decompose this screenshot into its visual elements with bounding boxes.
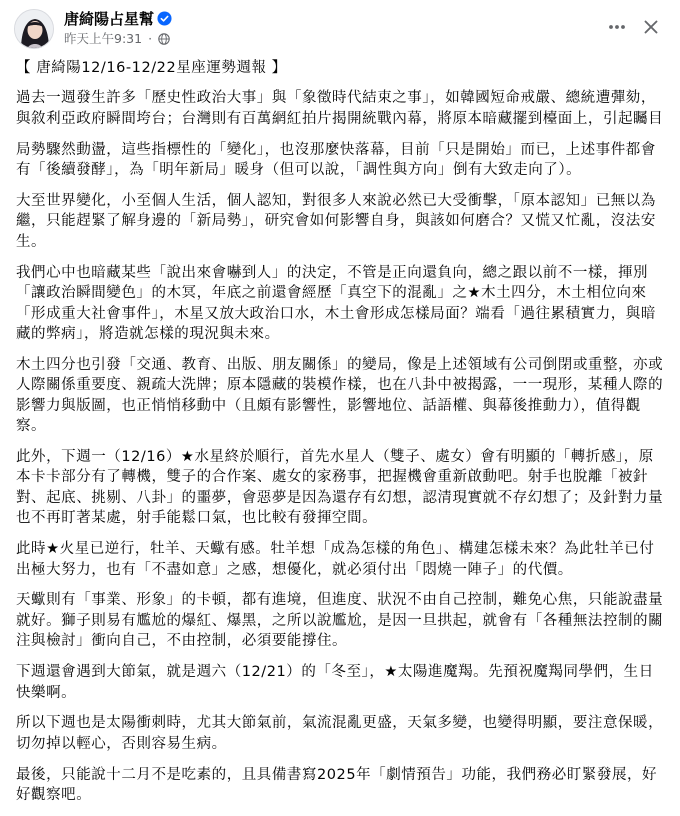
avatar-image — [15, 10, 54, 49]
post-paragraph: 最後，只能說十二月不是吃素的，且具備書寫2025年「劇情預告」功能，我們務必盯緊發展，好好觀察吧。 — [16, 766, 658, 804]
post-paragraph: 下週還會遇到大節氣，就是週六（12/21）的「冬至」，★太陽進魔羯。先預祝魔羯同學們，生日快樂啊。 — [16, 664, 654, 701]
meta-separator: · — [148, 31, 153, 46]
post-paragraph: 我們心中也暗藏某些「說出來會嚇到人」的決定，不管是正向還負向，總之跟以前不一樣，揮別「讓政治瞬間變色」的木冥，年底之前還會經歷「真空下的混亂」之★木土四分，木土相位向來「形成重大社會事件」，木星又放大政治口水，木土會形成怎樣局面？端看「過往累積實力，與暗藏的弊病」，將造就怎樣的現況與未來。 — [16, 264, 656, 342]
post-meta — [64, 31, 170, 47]
post-paragraph: 大至世界變化，小至個人生活，個人認知，對很多人來說必然已大受衝擊，「原本認知」已無以為繼，只能趕緊了解身邊的「新局勢」，研究會如何影響自身，與該如何磨合？又慌又忙亂，沒法安生。 — [16, 193, 656, 250]
more-options-icon[interactable] — [606, 16, 628, 38]
post-paragraph: 過去一週發生許多「歷史性政治大事」與「象徵時代結束之事」，如韓國短命戒嚴、總統遭彈劾，與敘利亞政府瞬間垮台；台灣則有百萬網紅拍片揭開統戰內幕，將原本暗藏擺到檯面上，引起矚目 — [16, 90, 664, 127]
avatar[interactable] — [14, 9, 54, 49]
post-header — [14, 8, 666, 50]
globe-icon[interactable] — [158, 33, 170, 45]
post-paragraph: 局勢驟然動盪，這些指標性的「變化」，也沒那麼快落幕，目前「只是開始」而已，上述事件都會有「後續發酵」，為「明年新局」暖身（但可以說，「調性與方向」倒有大致走向了）。 — [16, 141, 656, 179]
post-paragraph: 所以下週也是太陽衝刺時，尤其大節氣前，氣流混亂更盛，天氣多變，也變得明顯，要注意保暖，切勿掉以輕心，否則容易生病。 — [16, 715, 664, 752]
post-paragraph: 木土四分也引發「交通、教育、出版、朋友關係」的變局，像是上述領域有公司倒閉或重整，亦或人際關係重要度、親疏大洗牌；原本隱藏的裝模作樣，也在八卦中被揭露，一一現形，某種人際的影響力與版圖，也正悄悄移動中（且頗有影響性，影響地位、話語權、與幕後推動力），值得觀察。 — [16, 356, 664, 435]
close-icon[interactable] — [640, 16, 662, 38]
post-paragraph: 此時★火星已逆行，牡羊、天蠍有感。牡羊想「成為怎樣的角色」、構建怎樣未來？為此牡羊已付出極大努力，也有「不盡如意」之感，想優化，就必須付出「悶燒一陣子」的代價。 — [16, 541, 655, 578]
post-paragraph: 此外，下週一（12/16）★水星終於順行，首先水星人（雙子、處女）會有明顯的「轉折感」，原本卡卡部分有了轉機，雙子的合作案、處女的家務事，把握機會重新啟動吧。射手也脫離「被針對、起底、挑剔、八卦」的噩夢，會惡夢是因為還存有幻想，認清現實就不存幻想了；及針對力量也不再盯著某處，射手能鬆口氣，也比較有發揮空間。 — [16, 449, 664, 527]
post-title: 【 唐綺陽12/16-12/22星座運勢週報 】 — [16, 60, 287, 76]
author-name[interactable] — [64, 10, 172, 29]
post-timestamp[interactable]: 昨天上午9:31 — [64, 31, 143, 46]
author-name-text[interactable]: 唐綺陽占星幫 — [64, 10, 155, 28]
post-content — [16, 58, 666, 816]
verified-badge-icon — [157, 11, 172, 26]
post-paragraph: 天蠍則有「事業、形象」的卡頓，都有進境，但進度、狀況不由自己控制，難免心焦，只能說盡量就好。獅子則易有尷尬的爆紅、爆黑，之所以說尷尬，是因一旦拱起，就會有「各種無法控制的關注與檢討」衝向自己，不由控制，必須要能撐住。 — [16, 592, 664, 650]
